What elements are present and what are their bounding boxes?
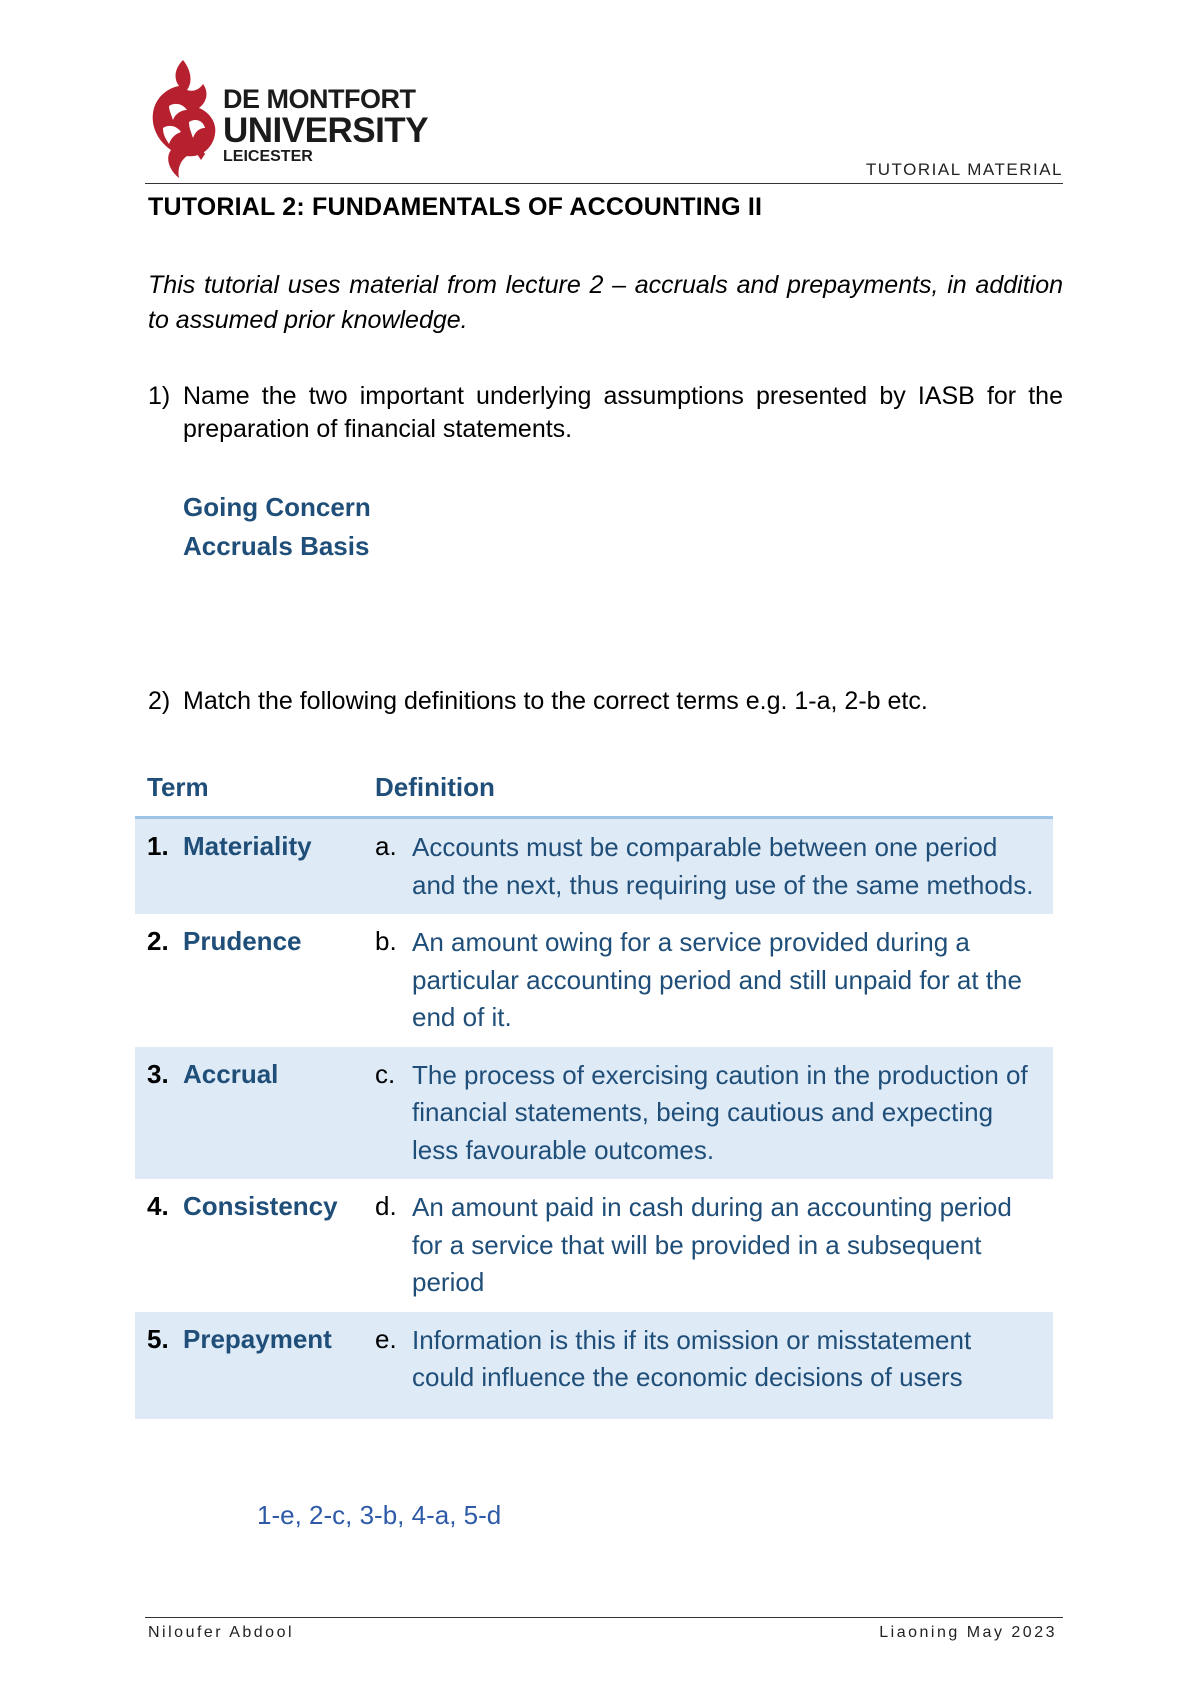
question-number: 2) xyxy=(148,687,171,715)
logo-wordmark xyxy=(223,86,428,165)
definition-letter: e. xyxy=(375,1323,397,1354)
term-name: Prudence xyxy=(183,926,302,956)
column-header-term: Term xyxy=(147,772,209,802)
matching-answer: 1-e, 2-c, 3-b, 4-a, 5-d xyxy=(257,1500,502,1530)
question-text: Name the two important underlying assumptions presented by IASB for the preparation of financial statements. xyxy=(183,382,1063,443)
term-name: Accrual xyxy=(183,1058,279,1089)
logo-line-1: DE MONTFORT xyxy=(223,84,416,114)
footer-divider xyxy=(145,1617,1063,1618)
page-title: TUTORIAL 2: FUNDAMENTALS OF ACCOUNTING II xyxy=(148,193,763,221)
definition-text: An amount owing for a service provided during a particular accounting period and still unpaid for at the end of it. xyxy=(412,927,1022,1032)
term-number: 5. xyxy=(147,1323,169,1354)
table-row xyxy=(135,819,1053,914)
footer-author: Niloufer Abdool xyxy=(148,1624,295,1641)
terms-definitions-table xyxy=(135,760,1053,1419)
table-row xyxy=(135,914,1053,1047)
answer-item: Accruals Basis xyxy=(183,531,370,561)
question-number: 1) xyxy=(148,382,171,410)
table-header xyxy=(135,760,1053,819)
question-1 xyxy=(148,380,1063,450)
term-name: Materiality xyxy=(183,831,312,861)
lion-crest-icon xyxy=(145,58,220,180)
term-number: 4. xyxy=(147,1191,169,1221)
question-1-answers xyxy=(183,488,371,566)
term-number: 3. xyxy=(147,1058,169,1089)
question-text: Match the following definitions to the correct terms e.g. 1-a, 2-b etc. xyxy=(183,687,928,715)
definition-text: An amount paid in cash during an accounting period for a service that will be provided in a subsequent period xyxy=(412,1192,1012,1297)
definition-letter: d. xyxy=(375,1191,397,1221)
header-divider xyxy=(145,183,1063,184)
logo-line-2: UNIVERSITY xyxy=(223,111,429,150)
definition-text: Information is this if its omission or misstatement could influence the economic decisions of users xyxy=(412,1324,972,1392)
logo-line-3: LEICESTER xyxy=(223,148,313,165)
definition-letter: c. xyxy=(375,1058,396,1089)
definition-text: Accounts must be comparable between one period and the next, thus requiring use of the same methods. xyxy=(412,832,1034,900)
term-number: 2. xyxy=(147,926,169,956)
definition-letter: a. xyxy=(375,831,397,861)
term-name: Prepayment xyxy=(183,1323,332,1354)
term-name: Consistency xyxy=(183,1191,338,1221)
footer-location-date: Liaoning May 2023 xyxy=(879,1624,1057,1641)
table-row xyxy=(135,1312,1053,1419)
answer-item: Going Concern xyxy=(183,492,371,522)
definition-text: The process of exercising caution in the production of financial statements, being cautious and expecting less favourable outcomes. xyxy=(412,1059,1028,1165)
definition-letter: b. xyxy=(375,926,397,956)
intro-paragraph: This tutorial uses material from lecture 2 – accruals and prepayments, in addition to assumed prior knowledge. xyxy=(148,271,1063,334)
dmu-logo xyxy=(145,58,445,180)
table-row xyxy=(135,1047,1053,1180)
term-number: 1. xyxy=(147,831,169,861)
column-header-definition: Definition xyxy=(375,772,495,802)
document-type-label: TUTORIAL MATERIAL xyxy=(865,160,1063,179)
table-row xyxy=(135,1179,1053,1312)
question-2 xyxy=(148,685,1063,725)
